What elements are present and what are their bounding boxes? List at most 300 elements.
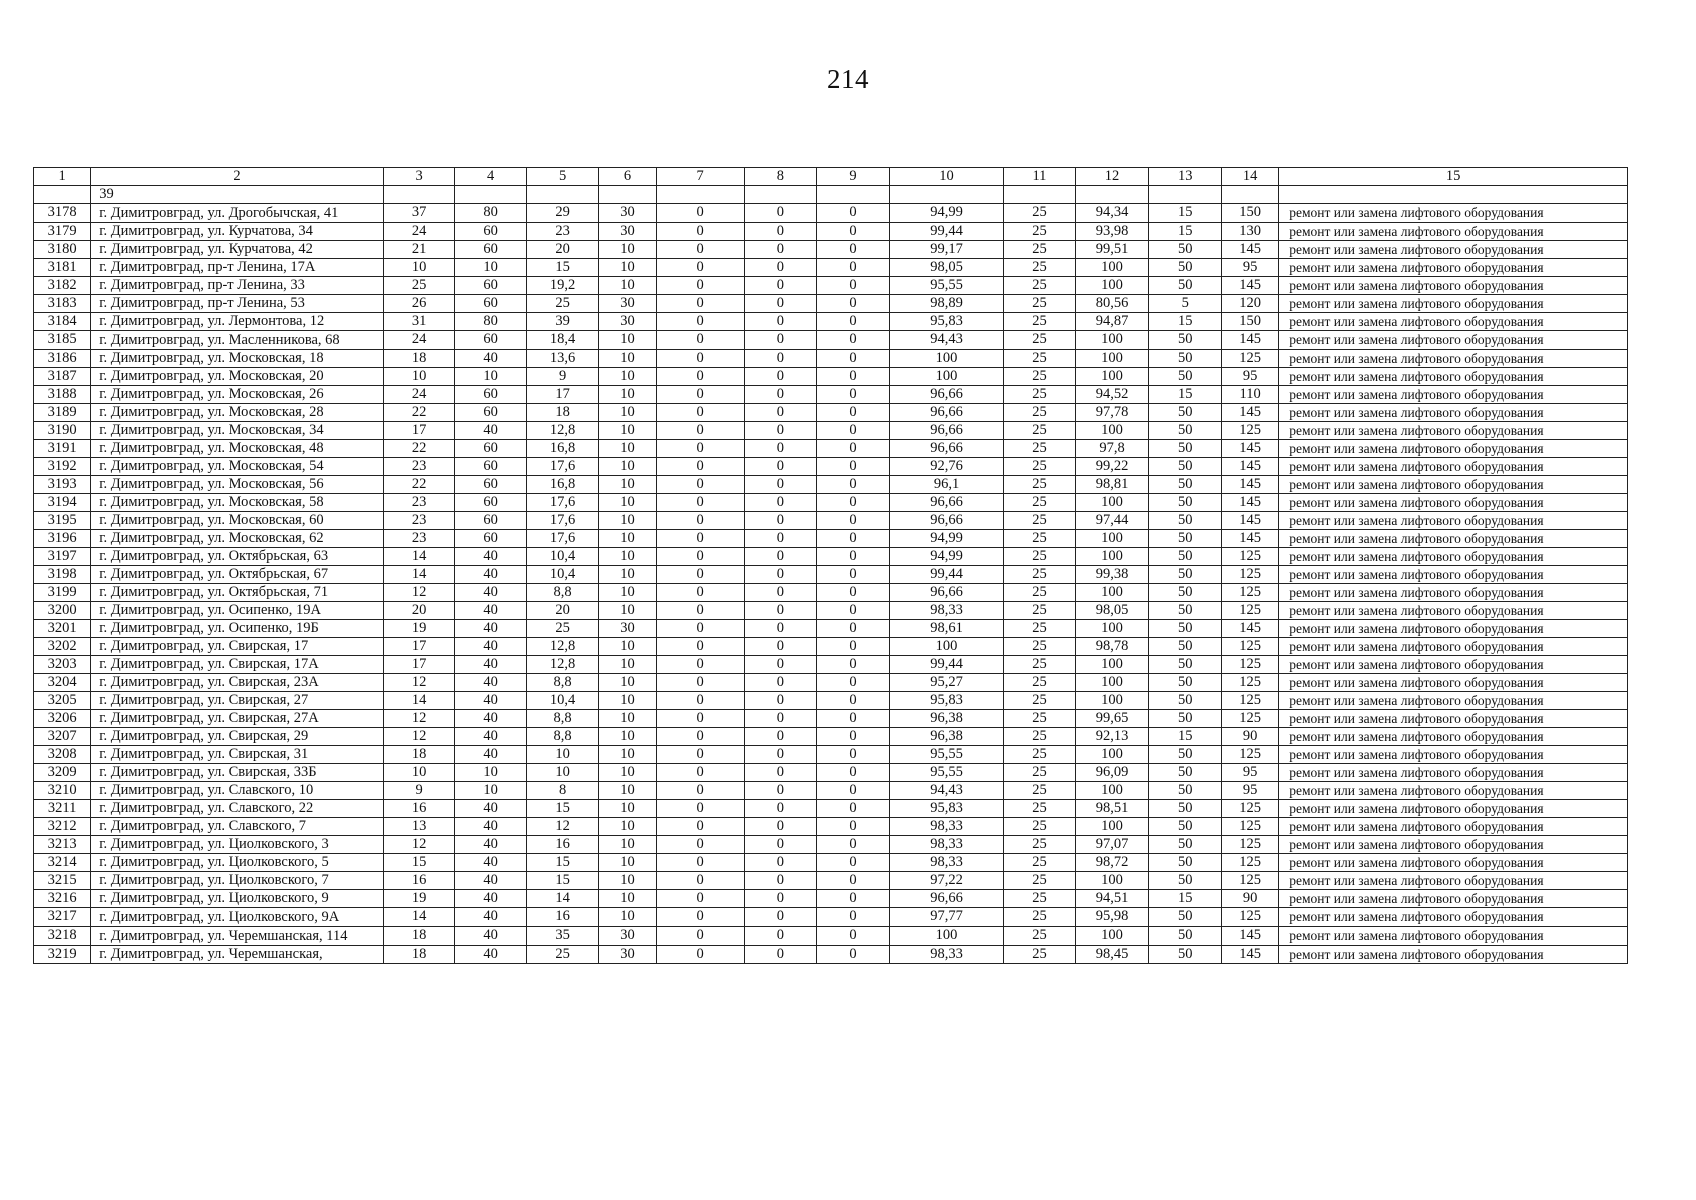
column-header: 8 [744,168,817,186]
table-row [34,620,1628,638]
table-cell: 0 [744,800,817,818]
table-cell: 0 [656,782,744,800]
table-cell: 0 [817,223,890,241]
table-cell: ремонт или замена лифтового оборудования [1279,512,1628,530]
table-cell: 50 [1149,440,1222,458]
table-row [34,241,1628,259]
table-cell: 18 [383,350,455,368]
table-cell: 96,66 [889,890,1003,908]
table-cell: 25 [1004,800,1076,818]
table-cell: 25 [1004,890,1076,908]
table-cell: 10 [599,890,656,908]
table-cell: 0 [656,350,744,368]
table-cell: 3213 [34,836,91,854]
table-cell: г. Димитровград, ул. Московская, 62 [91,530,384,548]
table-cell: 0 [656,818,744,836]
table-cell: 10 [383,368,455,386]
table-cell: 125 [1222,566,1279,584]
table-cell: 50 [1149,404,1222,422]
table-cell: 25 [526,295,599,313]
table-cell: 40 [455,638,527,656]
table-cell: 0 [744,818,817,836]
table-cell: 30 [599,204,656,223]
table-cell: 50 [1149,674,1222,692]
table-cell: 0 [744,602,817,620]
table-cell: ремонт или замена лифтового оборудования [1279,908,1628,927]
table-cell: 20 [526,241,599,259]
table-cell: 0 [817,946,890,964]
table-cell: 0 [656,331,744,350]
table-cell: 50 [1149,566,1222,584]
table-cell: г. Димитровград, ул. Славского, 7 [91,818,384,836]
table-cell: 10 [599,764,656,782]
table-cell: 10 [599,782,656,800]
table-cell: г. Димитровград, ул. Славского, 10 [91,782,384,800]
table-cell: 50 [1149,350,1222,368]
table-cell: ремонт или замена лифтового оборудования [1279,764,1628,782]
table-cell: 50 [1149,331,1222,350]
table-cell: 0 [744,277,817,295]
table-cell: 24 [383,386,455,404]
table-cell: 40 [455,927,527,946]
table-cell: 99,17 [889,241,1003,259]
table-cell: 3202 [34,638,91,656]
table-cell: г. Димитровград, ул. Октябрьская, 71 [91,584,384,602]
table-cell: 90 [1222,890,1279,908]
table-row [34,295,1628,313]
table-cell: 3216 [34,890,91,908]
table-cell: г. Димитровград, ул. Московская, 58 [91,494,384,512]
table-cell: 0 [817,241,890,259]
table-cell: 3185 [34,331,91,350]
table-cell: 96,66 [889,494,1003,512]
table-cell: 100 [889,350,1003,368]
table-cell: 18 [383,927,455,946]
table-cell: г. Димитровград, ул. Циолковского, 9А [91,908,384,927]
table-body [34,186,1628,964]
table-cell: 22 [383,440,455,458]
table-cell: 0 [656,674,744,692]
table-cell [383,186,455,204]
table-cell: 50 [1149,656,1222,674]
table-cell: 3206 [34,710,91,728]
table-cell: 0 [817,674,890,692]
table-cell: 0 [817,872,890,890]
column-header: 9 [817,168,890,186]
table-cell: 110 [1222,386,1279,404]
table-cell: 0 [656,836,744,854]
page-number: 214 [827,64,869,94]
table-cell: г. Димитровград, ул. Курчатова, 34 [91,223,384,241]
table-cell: 25 [1004,404,1076,422]
table-cell: 0 [656,746,744,764]
table-row [34,259,1628,277]
table-cell: 25 [1004,872,1076,890]
table-cell: 0 [656,854,744,872]
table-cell: 98,72 [1075,854,1149,872]
table-cell: ремонт или замена лифтового оборудования [1279,656,1628,674]
table-cell: 0 [656,223,744,241]
table-cell: 0 [817,728,890,746]
table-cell: 10 [599,818,656,836]
table-cell: 8,8 [526,584,599,602]
table-cell: 3187 [34,368,91,386]
table-cell: ремонт или замена лифтового оборудования [1279,946,1628,964]
table-cell: 3199 [34,584,91,602]
table-cell: 3192 [34,458,91,476]
table-cell: 20 [526,602,599,620]
table-cell: 0 [817,458,890,476]
table-row [34,422,1628,440]
table-cell: 17 [383,656,455,674]
table-cell: 0 [744,566,817,584]
table-cell: 98,61 [889,620,1003,638]
table-cell: 145 [1222,277,1279,295]
table-row [34,782,1628,800]
table-cell: ремонт или замена лифтового оборудования [1279,548,1628,566]
column-header: 1 [34,168,91,186]
table-row [34,458,1628,476]
table-cell: 100 [1075,674,1149,692]
table-cell: 0 [744,854,817,872]
table-row [34,836,1628,854]
table-row [34,656,1628,674]
table-cell: 3179 [34,223,91,241]
table-cell: 0 [817,890,890,908]
table-cell: 98,81 [1075,476,1149,494]
table-cell: ремонт или замена лифтового оборудования [1279,440,1628,458]
table-cell: 3207 [34,728,91,746]
table-cell: 145 [1222,530,1279,548]
table-cell: 10 [599,602,656,620]
table-cell: 0 [744,728,817,746]
table-cell: 16,8 [526,440,599,458]
table-cell: 40 [455,620,527,638]
table-cell: 40 [455,728,527,746]
table-cell: 21 [383,241,455,259]
table-cell: 125 [1222,656,1279,674]
table-cell: 50 [1149,277,1222,295]
table-row [34,946,1628,964]
table-cell: 25 [1004,313,1076,331]
table-cell: 94,99 [889,548,1003,566]
table-cell: 18 [383,946,455,964]
table-row [34,854,1628,872]
table-cell: 3180 [34,241,91,259]
table-cell: ремонт или замена лифтового оборудования [1279,422,1628,440]
table-cell: 3182 [34,277,91,295]
table-cell: 17,6 [526,530,599,548]
table-cell: 10 [599,512,656,530]
table-cell: 24 [383,223,455,241]
table-cell: 15 [1149,890,1222,908]
table-cell: 17 [383,638,455,656]
table-cell: 17 [383,422,455,440]
table-cell: 0 [744,692,817,710]
table-cell: 10 [599,440,656,458]
table-cell: 0 [744,656,817,674]
table-cell: 50 [1149,458,1222,476]
table-cell: 0 [656,386,744,404]
table-cell: 40 [455,656,527,674]
table-cell: 3190 [34,422,91,440]
table-cell: 12 [383,584,455,602]
table-cell: 94,43 [889,782,1003,800]
table-cell: 0 [744,204,817,223]
table-cell: 125 [1222,854,1279,872]
column-header: 4 [455,168,527,186]
column-header: 15 [1279,168,1628,186]
table-cell: 3186 [34,350,91,368]
table-cell: 25 [1004,946,1076,964]
table-row [34,728,1628,746]
table-cell: 0 [744,241,817,259]
table-cell: г. Димитровград, ул. Славского, 22 [91,800,384,818]
table-cell: 0 [744,908,817,927]
table-cell: 95,83 [889,313,1003,331]
table-cell: 40 [455,674,527,692]
table-cell: 3205 [34,692,91,710]
table-cell: 80 [455,313,527,331]
table-cell: 100 [1075,350,1149,368]
table-cell: 30 [599,927,656,946]
table-cell: г. Димитровград, ул. Свирская, 23А [91,674,384,692]
table-cell: 0 [744,872,817,890]
table-cell: г. Димитровград, ул. Свирская, 27А [91,710,384,728]
table-cell: 0 [656,204,744,223]
table-cell: 40 [455,890,527,908]
table-cell: 25 [1004,818,1076,836]
table-cell: 12 [383,836,455,854]
table-cell: 0 [656,512,744,530]
table-cell: 0 [817,800,890,818]
table-cell: 10 [599,368,656,386]
table-cell: 150 [1222,204,1279,223]
table-cell: г. Димитровград, ул. Черемшанская, [91,946,384,964]
table-cell: 98,51 [1075,800,1149,818]
table-cell: 25 [1004,548,1076,566]
table-row [34,494,1628,512]
table-cell: 10 [455,368,527,386]
table-cell: 0 [656,728,744,746]
table-cell: 0 [817,350,890,368]
table-cell: 25 [1004,494,1076,512]
table-row [34,223,1628,241]
table-cell: 25 [1004,656,1076,674]
table-cell: 23 [383,512,455,530]
table-cell: 30 [599,295,656,313]
data-table [33,167,1628,964]
table-row [34,800,1628,818]
table-cell: 0 [744,331,817,350]
table-row [34,602,1628,620]
table-cell: 125 [1222,674,1279,692]
table-cell: 15 [1149,204,1222,223]
table-cell: 8,8 [526,710,599,728]
table-row [34,313,1628,331]
table-cell: 3212 [34,818,91,836]
table-cell: 125 [1222,350,1279,368]
column-header: 7 [656,168,744,186]
table-cell: г. Димитровград, ул. Московская, 56 [91,476,384,494]
column-header: 14 [1222,168,1279,186]
table-cell: 96,66 [889,584,1003,602]
table-cell: 0 [744,386,817,404]
table-cell: 96,66 [889,440,1003,458]
table-cell: 125 [1222,548,1279,566]
table-cell: 16,8 [526,476,599,494]
table-row [34,386,1628,404]
table-cell: 0 [744,512,817,530]
table-cell: 60 [455,458,527,476]
table-cell: 145 [1222,946,1279,964]
table-cell: 0 [817,854,890,872]
column-header: 6 [599,168,656,186]
table-cell: 25 [1004,386,1076,404]
table-cell: 0 [817,584,890,602]
table-cell: 92,76 [889,458,1003,476]
table-cell: 50 [1149,259,1222,277]
table-cell: 60 [455,476,527,494]
table-cell: 96,09 [1075,764,1149,782]
table-cell: 25 [1004,927,1076,946]
table-cell: 0 [656,259,744,277]
table-row [34,710,1628,728]
table-cell: 0 [744,458,817,476]
table-cell: 10 [599,241,656,259]
table-cell: 15 [526,854,599,872]
table-cell: 3219 [34,946,91,964]
table-cell: 0 [817,692,890,710]
table-cell: 14 [383,566,455,584]
table-cell: 10,4 [526,566,599,584]
table-cell: 25 [1004,204,1076,223]
table-cell: 3203 [34,656,91,674]
table-cell: г. Димитровград, ул. Московская, 60 [91,512,384,530]
table-cell: 10 [599,566,656,584]
table-cell: 10 [599,710,656,728]
table-row [34,908,1628,927]
table-cell: г. Димитровград, ул. Московская, 28 [91,404,384,422]
table-cell: 100 [1075,331,1149,350]
table-cell: 0 [744,259,817,277]
table-cell: 23 [383,530,455,548]
table-cell: 145 [1222,404,1279,422]
table-cell: 0 [656,295,744,313]
table-cell: 120 [1222,295,1279,313]
table-cell [889,186,1003,204]
table-cell: 40 [455,946,527,964]
table-cell: 12 [383,728,455,746]
table-cell: 50 [1149,512,1222,530]
table-cell: 39 [526,313,599,331]
table-cell: 8 [526,782,599,800]
table-cell: 95,55 [889,277,1003,295]
table-cell: 0 [744,422,817,440]
table-cell: 0 [817,836,890,854]
table-cell: 3215 [34,872,91,890]
table-cell: 12,8 [526,638,599,656]
table-cell: 10 [599,404,656,422]
table-cell: г. Димитровград, ул. Московская, 54 [91,458,384,476]
table-cell: г. Димитровград, ул. Московская, 18 [91,350,384,368]
table-cell: 100 [1075,782,1149,800]
table-cell: 50 [1149,800,1222,818]
table-cell: г. Димитровград, ул. Свирская, 33Б [91,764,384,782]
table-cell: 50 [1149,872,1222,890]
table-row [34,476,1628,494]
table-row [34,764,1628,782]
table-cell: 60 [455,295,527,313]
table-cell: 5 [1149,295,1222,313]
table-cell: 10 [383,764,455,782]
table-cell: 145 [1222,241,1279,259]
table-cell: 0 [744,295,817,313]
table-cell: 0 [744,836,817,854]
table-cell: 25 [1004,458,1076,476]
table-cell: 25 [1004,223,1076,241]
table-cell: 24 [383,331,455,350]
table-cell: ремонт или замена лифтового оборудования [1279,818,1628,836]
table-cell: 40 [455,800,527,818]
table-cell: 50 [1149,854,1222,872]
table-cell: 90 [1222,728,1279,746]
table-cell: 3193 [34,476,91,494]
table-cell: 100 [1075,548,1149,566]
table-cell: 100 [1075,277,1149,295]
table-cell: ремонт или замена лифтового оборудования [1279,223,1628,241]
table-cell: 40 [455,548,527,566]
table-cell: 99,44 [889,223,1003,241]
table-row [34,331,1628,350]
table-cell: 95 [1222,782,1279,800]
table-cell: 0 [817,313,890,331]
table-cell: 125 [1222,908,1279,927]
table-cell: 3204 [34,674,91,692]
table-cell: 18 [526,404,599,422]
table-row [34,404,1628,422]
table-cell: г. Димитровград, ул. Масленникова, 68 [91,331,384,350]
table-cell: 25 [1004,602,1076,620]
table-cell: 50 [1149,530,1222,548]
table-cell: 25 [1004,854,1076,872]
table-cell: 0 [744,530,817,548]
table-cell: 60 [455,404,527,422]
table-cell: 10,4 [526,548,599,566]
table-cell: ремонт или замена лифтового оборудования [1279,368,1628,386]
table-cell: 50 [1149,692,1222,710]
table-row [34,746,1628,764]
table-cell: 3188 [34,386,91,404]
table-cell: 97,22 [889,872,1003,890]
table-cell: 95,27 [889,674,1003,692]
table-cell: 50 [1149,368,1222,386]
table-cell: 50 [1149,620,1222,638]
table-cell: 15 [526,800,599,818]
table-cell: ремонт или замена лифтового оборудования [1279,602,1628,620]
table-cell: 50 [1149,746,1222,764]
table-cell: 98,45 [1075,946,1149,964]
table-cell: 0 [817,638,890,656]
table-cell: 12 [383,710,455,728]
table-cell: 0 [817,710,890,728]
table-cell: г. Димитровград, пр-т Ленина, 33 [91,277,384,295]
table-cell: 98,05 [1075,602,1149,620]
table-cell [526,186,599,204]
table-cell: 100 [1075,927,1149,946]
table-cell: 0 [744,782,817,800]
table-cell: 25 [1004,782,1076,800]
